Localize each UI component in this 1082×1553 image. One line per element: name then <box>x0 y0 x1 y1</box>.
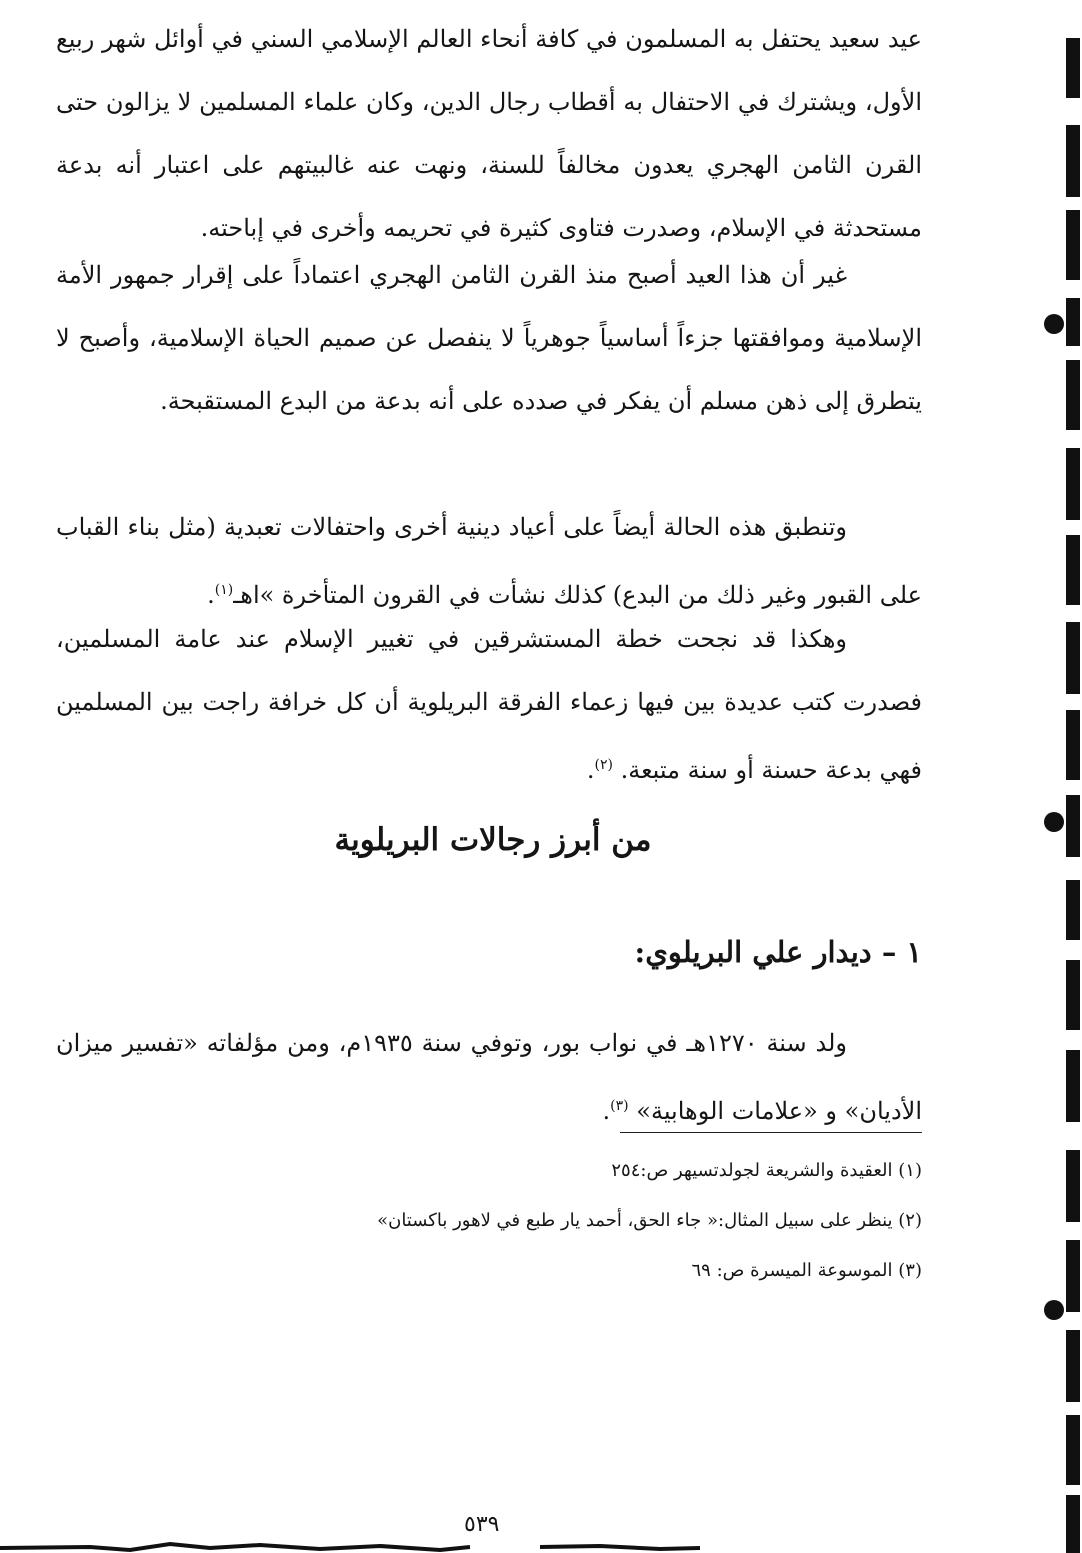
footnote-1: (١) العقيدة والشريعة لجولدتسيهر ص:٢٥٤ <box>611 1160 922 1181</box>
scan-edge-line <box>0 1544 470 1550</box>
paragraph-4-wrapper <box>56 608 922 802</box>
footnote-ref-1: (١) <box>214 582 234 598</box>
bio-paragraph-text: ولد سنة ١٢٧٠هـ في نواب بور، وتوفي سنة ١٩٣٥م، ومن مؤلفاته «تفسير ميزان الأديان» و «علامات الوهابية» <box>56 1029 922 1125</box>
punch-hole-mark <box>1044 314 1064 334</box>
section-title: من أبرز رجالات البريلوية <box>334 822 652 858</box>
binding-bar <box>1066 1330 1080 1402</box>
scan-edge-line <box>540 1546 700 1549</box>
footnote-2: (٢) ينظر على سبيل المثال:« جاء الحق، أحمد يار طبع في لاهور باكستان» <box>377 1210 922 1231</box>
binding-bar <box>1066 38 1080 98</box>
binding-marks <box>1040 0 1082 1553</box>
paragraph-2-text: غير أن هذا العيد أصبح منذ القرن الثامن الهجري اعتماداً على إقرار جمهور الأمة الإسلامية وموافقتها جزءاً أساسياً جوهرياً لا ينفصل عن صميم الحياة الإسلامية، وأصبح لا يتطرق إلى ذهن مسلم أن يفكر في صدده على أنه بدعة من البدع المستقبحة. <box>56 261 922 415</box>
paragraph-1 <box>56 8 922 260</box>
binding-bar <box>1066 360 1080 430</box>
punch-hole-mark <box>1044 812 1064 832</box>
binding-bar <box>1066 795 1080 857</box>
page-number: ٥٣٩ <box>464 1512 500 1537</box>
binding-bar <box>1066 210 1080 280</box>
binding-bar <box>1066 125 1080 197</box>
paragraph-4-text: وهكذا قد نجحت خطة المستشرقين في تغيير الإسلام عند عامة المسلمين، فصدرت كتب عديدة بين فيها زعماء الفرقة البريلوية أن كل خرافة راجت بين المسلمين فهي بدعة حسنة أو سنة متبعة. <box>56 625 922 784</box>
footnote-divider <box>620 1132 922 1133</box>
paragraph-4-period: . <box>586 756 595 784</box>
paragraph-3-text: وتنطبق هذه الحالة أيضاً على أعياد دينية أخرى واحتفالات تعبدية (مثل بناء القباب على القبور وغير ذلك من البدع) كذلك نشأت في القرون المتأخرة »اهـ <box>56 513 922 609</box>
footnote-ref-3: (٣) <box>610 1098 629 1114</box>
binding-bar <box>1066 1150 1080 1222</box>
scan-edge-artifact <box>0 1520 700 1553</box>
binding-bar <box>1066 1050 1080 1122</box>
bio-paragraph-wrapper <box>56 1012 922 1143</box>
footnote-3: (٣) الموسوعة الميسرة ص: ٦٩ <box>691 1260 922 1281</box>
footnotes <box>56 1146 922 1296</box>
binding-bar <box>1066 535 1080 605</box>
footnote-ref-2: (٢) <box>594 757 613 773</box>
binding-bar <box>1066 1415 1080 1485</box>
bio-paragraph <box>56 1012 922 1143</box>
punch-hole-mark <box>1044 1300 1064 1320</box>
binding-bar <box>1066 710 1080 780</box>
binding-bar <box>1066 880 1080 940</box>
bio-paragraph-period: . <box>602 1097 611 1125</box>
binding-bar <box>1066 622 1080 694</box>
paragraph-2 <box>56 244 922 433</box>
paragraph-1-text: عيد سعيد يحتفل به المسلمون في كافة أنحاء العالم الإسلامي السني في أوائل شهر ربيع الأول، ويشترك في الاحتفال به أقطاب رجال الدين، وكان علماء المسلمين لا يزالون حتى القرن الثامن الهجري يعدون مخالفاً للسنة، ونهت عنه غالبيتهم على اعتبار أنه بدعة مستحدثة في الإسلام، وصدرت فتاوى كثيرة في تحريمه وأخرى في إباحته. <box>56 25 922 242</box>
paragraph-4 <box>56 608 922 802</box>
subsection-title: ١ – ديدار علي البريلوي: <box>634 935 922 969</box>
binding-bar <box>1066 1240 1080 1312</box>
paragraph-3-period: . <box>207 581 215 609</box>
binding-bar <box>1066 448 1080 520</box>
binding-bar <box>1066 1495 1080 1553</box>
binding-bar <box>1066 298 1080 346</box>
binding-bar <box>1066 960 1080 1030</box>
